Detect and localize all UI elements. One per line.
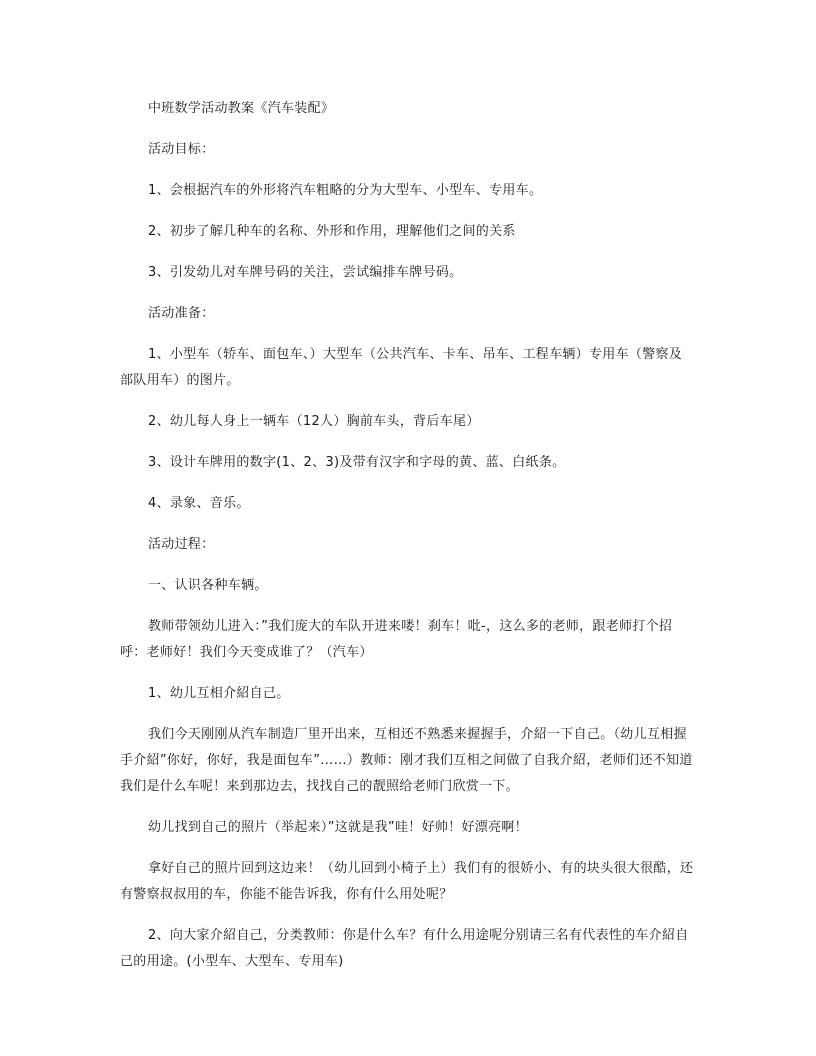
document-title: 中班数学活动教案《汽车装配》 [148,101,335,116]
goal-item-1: 1、会根据汽车的外形将汽车粗略的分为大型车、小型车、专用车。 [148,183,543,198]
process-subheading: 2、向大家介紹自己，分类教师：你是什么车？有什么用途呢分别请三名有代表性的车介紹自己的用途。(小型车、大型车、专用车) [120,928,689,969]
process-paragraph: 拿好自己的照片回到这边来！（幼儿回到小椅子上）我们有的很娇小、有的块头很大很酷，还有警察叔叔用的车，你能不能告诉我，你有什么用处呢？ [120,861,694,902]
process-paragraph: 幼儿找到自己的照片（举起来）”这就是我”哇！好帅！好漂亮啊！ [148,820,528,835]
section-heading-goals: 活动目标： [148,142,215,157]
section-heading-preparation: 活动准备： [148,306,215,321]
process-step-1-heading: 一、认识各种车辆。 [148,578,268,593]
goal-item-3: 3、引发幼儿对车牌号码的关注，尝试编排车牌号码。 [148,265,463,280]
goal-item-2: 2、初步了解几种车的名称、外形和作用，理解他们之间的关系 [148,224,516,239]
document-body [120,96,695,975]
section-heading-process: 活动过程： [148,537,215,552]
process-paragraph: 教师带领幼儿进入：”我们庞大的车队开进来喽！刹车！吡-，这么多的老师，跟老师打个招呼：老师好！我们今天变成谁了？（汽车） [120,619,673,660]
preparation-item-4: 4、录象、音乐。 [148,496,250,511]
process-paragraph: 我们今天刚刚从汽车制造厂里开出来，互相还不熟悉来握握手，介紹一下自己。（幼儿互相握手介紹”你好，你好，我是面包车”……）教师：刚才我们互相之间做了自我介紹，老师们还不知道我们是什么车呢！来到那边去，找找自己的靓照给老师门欣赏一下。 [120,727,693,794]
process-subheading: 1、幼儿互相介紹自己。 [148,686,290,701]
preparation-item-3: 3、设计车牌用的数字(1、2、3)及带有汉字和字母的黄、蓝、白纸条。 [148,455,566,470]
preparation-item-1: 1、小型车（轿车、面包车、）大型车（公共汽车、卡车、吊车、工程车辆）专用车（警察及部队用车）的图片。 [120,347,683,388]
preparation-item-2: 2、幼儿每人身上一辆车（12人）胸前车头，背后车尾） [148,414,480,429]
